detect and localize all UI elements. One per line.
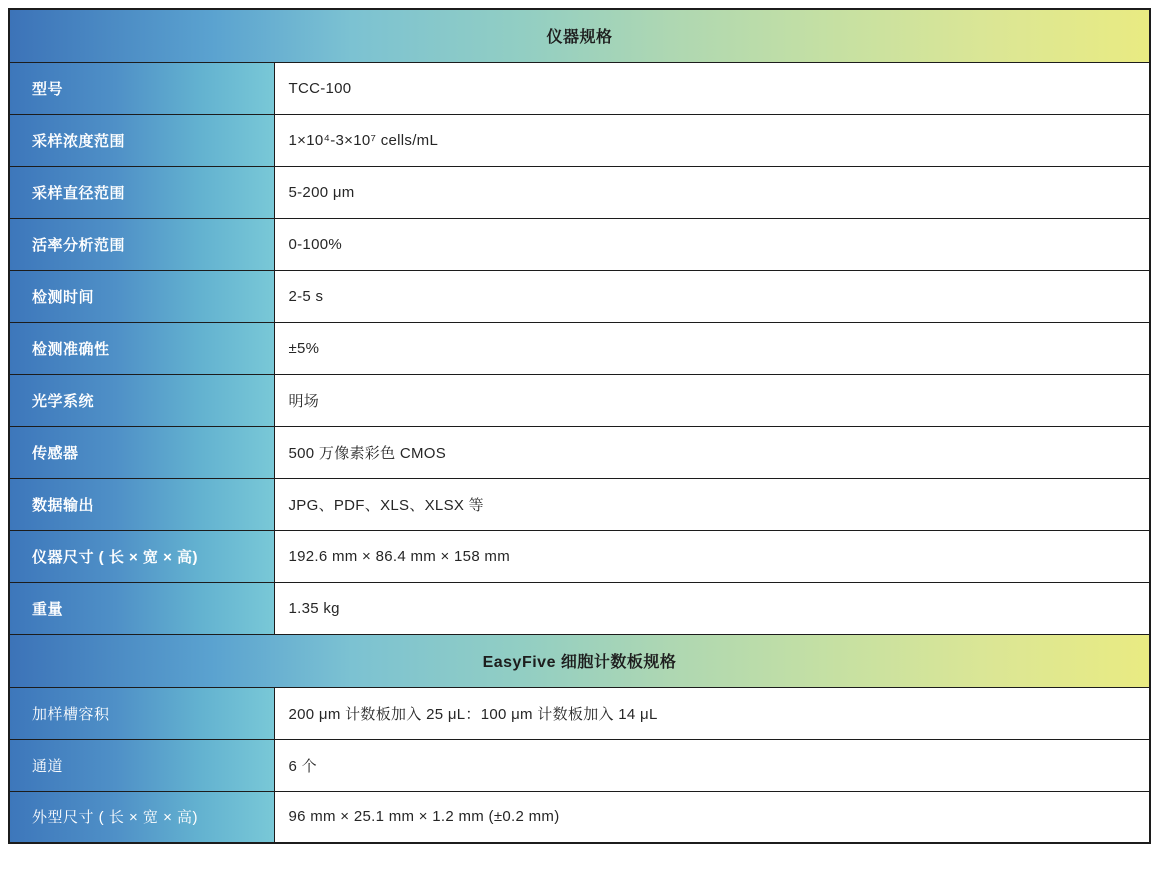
- spec-value: 1.35 kg: [274, 582, 1150, 634]
- spec-row-instrument-dimensions: [9, 530, 1150, 582]
- spec-value: 2-5 s: [274, 270, 1150, 322]
- spec-value: TCC-100: [274, 62, 1150, 114]
- spec-row-data-output: [9, 478, 1150, 530]
- spec-value: ±5%: [274, 322, 1150, 374]
- spec-label: 光学系统: [9, 374, 274, 426]
- spec-label: 活率分析范围: [9, 218, 274, 270]
- spec-value: 6 个: [274, 739, 1150, 791]
- section-header-counting-plate: EasyFive 细胞计数板规格: [9, 634, 1150, 687]
- spec-value: 0-100%: [274, 218, 1150, 270]
- spec-value: 500 万像素彩色 CMOS: [274, 426, 1150, 478]
- spec-row-viability-range: [9, 218, 1150, 270]
- spec-table: [8, 8, 1151, 844]
- spec-row-accuracy: [9, 322, 1150, 374]
- spec-label: 检测时间: [9, 270, 274, 322]
- spec-value: 192.6 mm × 86.4 mm × 158 mm: [274, 530, 1150, 582]
- spec-value: 1×10⁴-3×10⁷ cells/mL: [274, 114, 1150, 166]
- spec-value: 96 mm × 25.1 mm × 1.2 mm (±0.2 mm): [274, 791, 1150, 843]
- spec-label: 检测准确性: [9, 322, 274, 374]
- spec-label: 传感器: [9, 426, 274, 478]
- spec-row-channels: [9, 739, 1150, 791]
- spec-row-weight: [9, 582, 1150, 634]
- spec-value: 明场: [274, 374, 1150, 426]
- spec-label: 加样槽容积: [9, 687, 274, 739]
- spec-label: 采样浓度范围: [9, 114, 274, 166]
- spec-row-optical-system: [9, 374, 1150, 426]
- spec-label: 型号: [9, 62, 274, 114]
- spec-row-model: [9, 62, 1150, 114]
- spec-row-sensor: [9, 426, 1150, 478]
- section-header-instrument: 仪器规格: [9, 9, 1150, 62]
- section-header-row-instrument: [9, 9, 1150, 62]
- spec-row-diameter-range: [9, 166, 1150, 218]
- section-header-row-counting-plate: [9, 634, 1150, 687]
- spec-value: 200 μm 计数板加入 25 μL：100 μm 计数板加入 14 μL: [274, 687, 1150, 739]
- spec-label: 数据输出: [9, 478, 274, 530]
- spec-label: 采样直径范围: [9, 166, 274, 218]
- spec-value: JPG、PDF、XLS、XLSX 等: [274, 478, 1150, 530]
- spec-row-detection-time: [9, 270, 1150, 322]
- spec-label: 重量: [9, 582, 274, 634]
- spec-label: 外型尺寸 ( 长 × 宽 × 高): [9, 791, 274, 843]
- spec-label: 通道: [9, 739, 274, 791]
- spec-row-well-volume: [9, 687, 1150, 739]
- spec-row-concentration-range: [9, 114, 1150, 166]
- spec-label: 仪器尺寸 ( 长 × 宽 × 高): [9, 530, 274, 582]
- spec-value: 5-200 μm: [274, 166, 1150, 218]
- spec-row-plate-dimensions: [9, 791, 1150, 843]
